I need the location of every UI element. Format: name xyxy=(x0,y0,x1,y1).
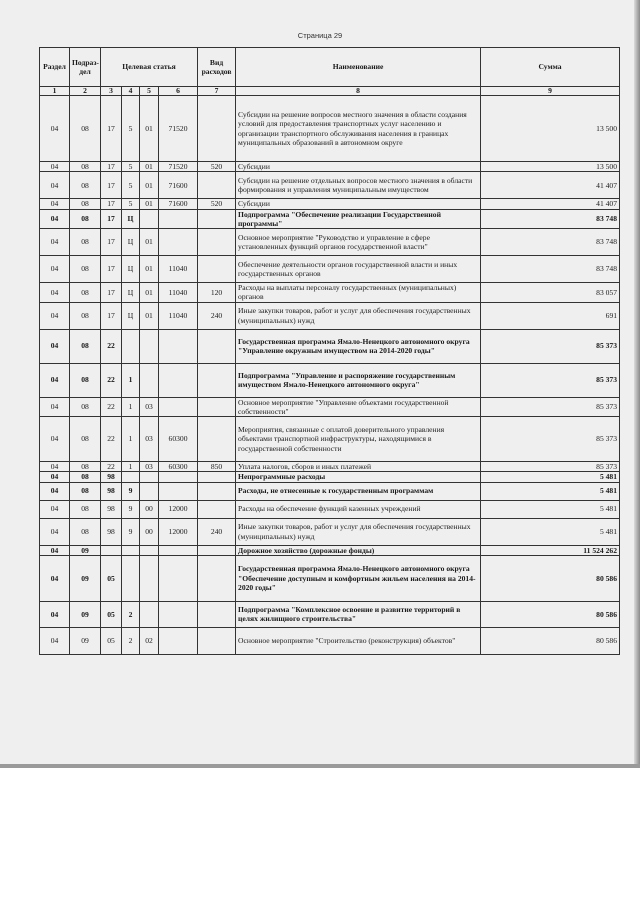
table-row xyxy=(40,417,620,462)
cell-podrazdel: 08 xyxy=(70,96,101,162)
cell-name: Субсидии xyxy=(236,162,481,172)
cell-razdel: 04 xyxy=(40,229,70,256)
cell-expense-type xyxy=(198,545,236,555)
cell-program: 05 xyxy=(101,601,122,627)
cell-measure: 01 xyxy=(140,283,159,303)
column-number: 4 xyxy=(122,87,140,96)
cell-razdel: 04 xyxy=(40,209,70,229)
cell-direction: 60300 xyxy=(159,417,198,462)
table-row xyxy=(40,209,620,229)
cell-name: Государственная программа Ямало-Ненецкого автономного округа "Обеспечение доступным и комфортным жильем населения на 2014-2020 годы" xyxy=(236,555,481,601)
cell-program: 22 xyxy=(101,462,122,472)
cell-program: 05 xyxy=(101,555,122,601)
cell-podrazdel: 08 xyxy=(70,329,101,363)
cell-program: 22 xyxy=(101,363,122,397)
cell-measure xyxy=(140,601,159,627)
table-row xyxy=(40,256,620,283)
cell-measure xyxy=(140,472,159,482)
cell-podrazdel: 08 xyxy=(70,199,101,209)
column-number: 7 xyxy=(198,87,236,96)
cell-direction: 71520 xyxy=(159,162,198,172)
cell-expense-type xyxy=(198,172,236,199)
cell-direction: 12000 xyxy=(159,500,198,518)
table-row xyxy=(40,96,620,162)
cell-sum: 5 481 xyxy=(481,472,620,482)
cell-expense-type xyxy=(198,555,236,601)
cell-podrazdel: 08 xyxy=(70,256,101,283)
cell-program xyxy=(101,545,122,555)
cell-razdel: 04 xyxy=(40,302,70,329)
cell-expense-type: 240 xyxy=(198,518,236,545)
cell-podrazdel: 08 xyxy=(70,472,101,482)
cell-program: 17 xyxy=(101,283,122,303)
cell-expense-type xyxy=(198,209,236,229)
cell-podrazdel: 08 xyxy=(70,518,101,545)
cell-razdel: 04 xyxy=(40,96,70,162)
cell-name: Мероприятия, связанные с оплатой доверительного управления объектами транспортной инфраструктуры, находящимися в государственной собственности xyxy=(236,417,481,462)
cell-name: Непрограммные расходы xyxy=(236,472,481,482)
cell-direction xyxy=(159,229,198,256)
cell-program: 98 xyxy=(101,518,122,545)
header-target-article: Целевая статья xyxy=(101,48,198,87)
cell-direction: 11040 xyxy=(159,302,198,329)
cell-expense-type xyxy=(198,500,236,518)
cell-name: Подпрограмма "Обеспечение реализации Государственной программы" xyxy=(236,209,481,229)
cell-subprogram: 5 xyxy=(122,162,140,172)
cell-sum: 5 481 xyxy=(481,500,620,518)
cell-subprogram: 5 xyxy=(122,96,140,162)
cell-sum: 85 373 xyxy=(481,462,620,472)
cell-direction: 71600 xyxy=(159,199,198,209)
cell-measure xyxy=(140,545,159,555)
cell-razdel: 04 xyxy=(40,199,70,209)
cell-sum: 13 500 xyxy=(481,162,620,172)
cell-direction: 11040 xyxy=(159,256,198,283)
cell-direction xyxy=(159,627,198,654)
cell-expense-type xyxy=(198,363,236,397)
cell-sum: 80 586 xyxy=(481,555,620,601)
table-row xyxy=(40,302,620,329)
header-podrazdel: Подраз-дел xyxy=(70,48,101,87)
cell-measure: 01 xyxy=(140,199,159,209)
table-row xyxy=(40,363,620,397)
cell-name: Иные закупки товаров, работ и услуг для обеспечения государственных (муниципальных) нужд xyxy=(236,302,481,329)
cell-subprogram: 5 xyxy=(122,199,140,209)
cell-podrazdel: 08 xyxy=(70,229,101,256)
column-number: 8 xyxy=(236,87,481,96)
cell-measure xyxy=(140,363,159,397)
cell-direction: 60300 xyxy=(159,462,198,472)
table-body xyxy=(40,96,620,655)
cell-podrazdel: 08 xyxy=(70,209,101,229)
cell-name: Подпрограмма "Комплексное освоение и развитие территорий в целях жилищного строительства" xyxy=(236,601,481,627)
cell-direction xyxy=(159,209,198,229)
cell-expense-type xyxy=(198,96,236,162)
cell-podrazdel: 08 xyxy=(70,482,101,500)
cell-razdel: 04 xyxy=(40,329,70,363)
cell-sum: 13 500 xyxy=(481,96,620,162)
cell-direction xyxy=(159,545,198,555)
cell-program: 17 xyxy=(101,162,122,172)
cell-sum: 5 481 xyxy=(481,518,620,545)
cell-sum: 85 373 xyxy=(481,363,620,397)
cell-podrazdel: 09 xyxy=(70,627,101,654)
cell-podrazdel: 08 xyxy=(70,417,101,462)
cell-subprogram: 9 xyxy=(122,500,140,518)
cell-razdel: 04 xyxy=(40,601,70,627)
cell-subprogram: 5 xyxy=(122,172,140,199)
cell-name: Субсидии xyxy=(236,199,481,209)
table-row xyxy=(40,199,620,209)
table-row xyxy=(40,283,620,303)
cell-program: 17 xyxy=(101,302,122,329)
table-row xyxy=(40,518,620,545)
cell-razdel: 04 xyxy=(40,545,70,555)
cell-sum: 41 407 xyxy=(481,199,620,209)
cell-podrazdel: 08 xyxy=(70,500,101,518)
cell-program: 17 xyxy=(101,172,122,199)
cell-podrazdel: 08 xyxy=(70,283,101,303)
cell-razdel: 04 xyxy=(40,172,70,199)
cell-expense-type: 520 xyxy=(198,199,236,209)
cell-sum: 83 748 xyxy=(481,256,620,283)
table-row xyxy=(40,229,620,256)
cell-razdel: 04 xyxy=(40,417,70,462)
column-number: 5 xyxy=(140,87,159,96)
cell-direction: 12000 xyxy=(159,518,198,545)
cell-measure: 01 xyxy=(140,162,159,172)
cell-expense-type xyxy=(198,329,236,363)
cell-name: Обеспечение деятельности органов государственной власти и иных государственных органов xyxy=(236,256,481,283)
cell-subprogram: 1 xyxy=(122,462,140,472)
column-number: 2 xyxy=(70,87,101,96)
cell-expense-type xyxy=(198,601,236,627)
cell-subprogram: 2 xyxy=(122,601,140,627)
cell-measure: 01 xyxy=(140,256,159,283)
table-row xyxy=(40,545,620,555)
cell-subprogram: 9 xyxy=(122,518,140,545)
table-row xyxy=(40,172,620,199)
cell-program: 98 xyxy=(101,482,122,500)
table-row xyxy=(40,601,620,627)
column-number: 1 xyxy=(40,87,70,96)
cell-podrazdel: 08 xyxy=(70,162,101,172)
cell-direction: 71520 xyxy=(159,96,198,162)
cell-measure: 01 xyxy=(140,229,159,256)
cell-podrazdel: 08 xyxy=(70,462,101,472)
cell-subprogram xyxy=(122,545,140,555)
page-number: Страница 29 xyxy=(297,31,343,40)
cell-subprogram: Ц xyxy=(122,229,140,256)
cell-direction xyxy=(159,363,198,397)
cell-razdel: 04 xyxy=(40,256,70,283)
header-expense-type: Вид расходов xyxy=(198,48,236,87)
cell-razdel: 04 xyxy=(40,363,70,397)
cell-sum: 83 748 xyxy=(481,229,620,256)
cell-name: Подпрограмма "Управление и распоряжение государственным имуществом Ямало-Ненецкого автономного округа" xyxy=(236,363,481,397)
cell-expense-type xyxy=(198,472,236,482)
cell-expense-type xyxy=(198,482,236,500)
scan-shadow-right xyxy=(634,0,640,768)
cell-podrazdel: 08 xyxy=(70,302,101,329)
cell-expense-type: 850 xyxy=(198,462,236,472)
cell-program: 17 xyxy=(101,256,122,283)
cell-measure: 03 xyxy=(140,397,159,417)
cell-program: 98 xyxy=(101,472,122,482)
cell-direction xyxy=(159,601,198,627)
cell-sum: 5 481 xyxy=(481,482,620,500)
table-row xyxy=(40,162,620,172)
cell-name: Основное мероприятие "Строительство (реконструкция) объектов" xyxy=(236,627,481,654)
cell-expense-type xyxy=(198,256,236,283)
table-header-row xyxy=(40,48,620,87)
header-name: Наименование xyxy=(236,48,481,87)
column-number: 3 xyxy=(101,87,122,96)
scan-shadow-bottom xyxy=(0,764,640,768)
cell-program: 22 xyxy=(101,417,122,462)
cell-direction xyxy=(159,397,198,417)
cell-direction xyxy=(159,482,198,500)
cell-program: 22 xyxy=(101,329,122,363)
cell-name: Основное мероприятие "Руководство и управление в сфере установленных функций органов государственной власти" xyxy=(236,229,481,256)
cell-measure xyxy=(140,555,159,601)
cell-podrazdel: 09 xyxy=(70,555,101,601)
cell-expense-type xyxy=(198,229,236,256)
cell-subprogram xyxy=(122,555,140,601)
cell-subprogram xyxy=(122,472,140,482)
cell-expense-type xyxy=(198,397,236,417)
cell-subprogram: Ц xyxy=(122,209,140,229)
column-number: 9 xyxy=(481,87,620,96)
column-number: 6 xyxy=(159,87,198,96)
cell-subprogram: Ц xyxy=(122,283,140,303)
cell-razdel: 04 xyxy=(40,555,70,601)
cell-name: Субсидии на решение отдельных вопросов местного значения в области формирования и управления муниципальным имуществом xyxy=(236,172,481,199)
cell-sum: 85 373 xyxy=(481,397,620,417)
cell-program: 17 xyxy=(101,229,122,256)
cell-subprogram: 1 xyxy=(122,363,140,397)
cell-sum: 85 373 xyxy=(481,417,620,462)
cell-program: 22 xyxy=(101,397,122,417)
cell-measure: 02 xyxy=(140,627,159,654)
cell-measure: 03 xyxy=(140,462,159,472)
table-row xyxy=(40,482,620,500)
cell-name: Расходы на выплаты персоналу государственных (муниципальных) органов xyxy=(236,283,481,303)
cell-measure: 00 xyxy=(140,500,159,518)
cell-direction: 71600 xyxy=(159,172,198,199)
cell-measure: 01 xyxy=(140,302,159,329)
cell-razdel: 04 xyxy=(40,627,70,654)
cell-sum: 691 xyxy=(481,302,620,329)
cell-razdel: 04 xyxy=(40,518,70,545)
cell-name: Государственная программа Ямало-Ненецкого автономного округа "Управление окружным имуществом на 2014-2020 годы" xyxy=(236,329,481,363)
cell-name: Уплата налогов, сборов и иных платежей xyxy=(236,462,481,472)
cell-razdel: 04 xyxy=(40,283,70,303)
table-row xyxy=(40,627,620,654)
cell-sum: 83 748 xyxy=(481,209,620,229)
cell-sum: 41 407 xyxy=(481,172,620,199)
cell-name: Субсидии на решение вопросов местного значения в области создания условий для предоставления транспортных услуг населению и организации транспортного обслуживания населения в границах муниципальных образований в автономном округе xyxy=(236,96,481,162)
cell-measure: 01 xyxy=(140,96,159,162)
cell-measure xyxy=(140,209,159,229)
cell-measure: 00 xyxy=(140,518,159,545)
cell-subprogram: 9 xyxy=(122,482,140,500)
cell-razdel: 04 xyxy=(40,500,70,518)
table-row xyxy=(40,472,620,482)
header-sum: Сумма xyxy=(481,48,620,87)
cell-razdel: 04 xyxy=(40,462,70,472)
cell-expense-type: 240 xyxy=(198,302,236,329)
header-razdel: Раздел xyxy=(40,48,70,87)
cell-razdel: 04 xyxy=(40,397,70,417)
cell-name: Основное мероприятие "Управление объектами государственной собственности" xyxy=(236,397,481,417)
cell-name: Расходы, не отнесенные к государственным программам xyxy=(236,482,481,500)
cell-measure xyxy=(140,482,159,500)
cell-razdel: 04 xyxy=(40,162,70,172)
cell-program: 17 xyxy=(101,209,122,229)
cell-program: 17 xyxy=(101,199,122,209)
column-number-row xyxy=(40,87,620,96)
cell-podrazdel: 08 xyxy=(70,397,101,417)
cell-subprogram: 1 xyxy=(122,397,140,417)
budget-table xyxy=(39,47,620,655)
cell-subprogram: Ц xyxy=(122,256,140,283)
cell-sum: 80 586 xyxy=(481,627,620,654)
cell-name: Дорожное хозяйство (дорожные фонды) xyxy=(236,545,481,555)
cell-podrazdel: 08 xyxy=(70,172,101,199)
cell-name: Расходы на обеспечение функций казенных учреждений xyxy=(236,500,481,518)
cell-sum: 83 057 xyxy=(481,283,620,303)
cell-expense-type xyxy=(198,627,236,654)
cell-razdel: 04 xyxy=(40,482,70,500)
cell-direction xyxy=(159,329,198,363)
table-row xyxy=(40,397,620,417)
cell-subprogram: 1 xyxy=(122,417,140,462)
cell-direction xyxy=(159,555,198,601)
cell-expense-type: 120 xyxy=(198,283,236,303)
cell-program: 17 xyxy=(101,96,122,162)
cell-expense-type xyxy=(198,417,236,462)
cell-program: 98 xyxy=(101,500,122,518)
cell-measure: 01 xyxy=(140,172,159,199)
cell-direction xyxy=(159,472,198,482)
cell-sum: 11 524 262 xyxy=(481,545,620,555)
table-row xyxy=(40,500,620,518)
cell-razdel: 04 xyxy=(40,472,70,482)
cell-podrazdel: 09 xyxy=(70,601,101,627)
cell-measure xyxy=(140,329,159,363)
table-row xyxy=(40,329,620,363)
cell-subprogram: 2 xyxy=(122,627,140,654)
cell-sum: 85 373 xyxy=(481,329,620,363)
cell-subprogram: Ц xyxy=(122,302,140,329)
cell-subprogram xyxy=(122,329,140,363)
cell-expense-type: 520 xyxy=(198,162,236,172)
cell-podrazdel: 08 xyxy=(70,363,101,397)
cell-podrazdel: 09 xyxy=(70,545,101,555)
cell-measure: 03 xyxy=(140,417,159,462)
cell-name: Иные закупки товаров, работ и услуг для обеспечения государственных (муниципальных) нужд xyxy=(236,518,481,545)
cell-sum: 80 586 xyxy=(481,601,620,627)
table-row xyxy=(40,555,620,601)
table-row xyxy=(40,462,620,472)
cell-program: 05 xyxy=(101,627,122,654)
cell-direction: 11040 xyxy=(159,283,198,303)
